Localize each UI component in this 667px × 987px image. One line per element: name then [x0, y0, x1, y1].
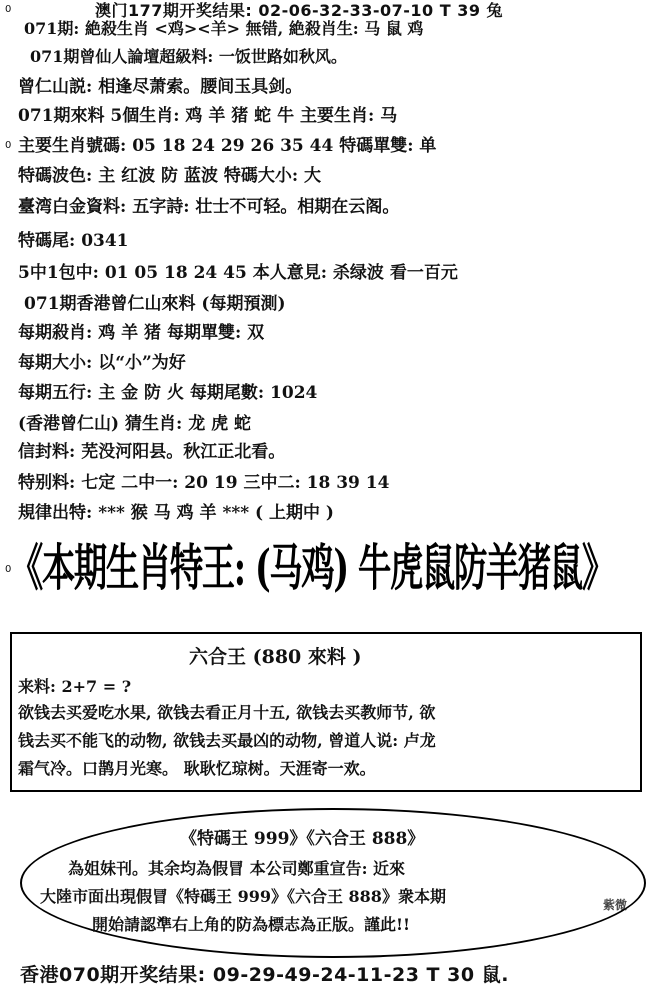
header-result: 澳门177期开奖结果: 02-06-32-33-07-10 T 39 兔 [95, 1, 504, 20]
line-17: 規律出特: *** 猴 马 鸡 羊 *** ( 上期中 ) [18, 503, 334, 523]
corner-marker: 0 [5, 4, 12, 15]
line-8: 特碼尾: 0341 [18, 231, 129, 251]
line-6: 特碼波色: 主 红波 防 蓝波 特碼大小: 大 [18, 166, 322, 186]
line-1: 071期: 絶殺生肖 <鸡><羊> 無错, 絶殺肖生: 马 鼠 鸡 [24, 19, 424, 38]
box-line-2: 欲钱去买爱吃水果, 欲钱去看正月十五, 欲钱去买教师节, 欲 [18, 703, 436, 722]
line-7: 臺湾白金資料: 五字詩: 壮士不可轻。相期在云阁。 [18, 197, 400, 217]
line-3: 曾仁山説: 相逢尽萧索。腰间玉具剑。 [18, 77, 303, 97]
line-14: (香港曾仁山) 猜生肖: 龙 虎 蛇 [18, 414, 252, 434]
box-title: 六合王 (880 來料 ) [189, 646, 362, 668]
line-2: 071期曾仙人論壇超級料: 一饭世路如秋风。 [30, 47, 347, 66]
line-4: 071期來料 5個生肖: 鸡 羊 猪 蛇 牛 主要生肖: 马 [18, 106, 398, 126]
line-13: 每期五行: 主 金 防 火 每期尾數: 1024 [18, 383, 318, 403]
corner-marker: 0 [5, 564, 12, 575]
box-line-4: 霜气冷。口鹊月光寒。 耿耿忆琼树。天涯寄一欢。 [18, 759, 376, 778]
corner-marker: 0 [5, 140, 12, 151]
footer-result: 香港070期开奖结果: 09-29-49-24-11-23 T 30 鼠. [20, 964, 509, 986]
line-11: 每期殺肖: 鸡 羊 猪 每期單雙: 双 [18, 323, 265, 343]
notice-line-3: 大陸市面出現假冒《特碼王 999》《六合王 888》衆本期 [40, 887, 446, 906]
line-12: 每期大小: 以“小”为好 [18, 353, 186, 373]
notice-line-2: 為姐妹刊。其余均為假冒 本公司鄭重宣告: 近來 [68, 859, 406, 878]
authentication-stamp: 紫微 [602, 898, 627, 912]
liuhewang-box [10, 632, 642, 792]
line-9: 5中1包中: 01 05 18 24 45 本人意見: 杀绿波 看一百元 [18, 263, 458, 283]
line-16: 特别料: 七定 二中一: 20 19 三中二: 18 39 14 [18, 473, 390, 493]
box-line-1: 来料: 2+7 = ? [18, 677, 132, 696]
notice-line-4: 開始請認準右上角的防為標志為正版。謹此!! [92, 915, 411, 934]
banner-headline: 《本期生肖特王: (马鸡) 牛虎鼠防羊猪鼠》 [10, 538, 614, 597]
box-line-3: 钱去买不能飞的动物, 欲钱去买最凶的动物, 曾道人说: 卢龙 [18, 731, 436, 750]
line-15: 信封料: 芜没河阳县。秋江正北看。 [18, 442, 286, 462]
line-10: 071期香港曾仁山來料 (每期預測) [24, 294, 286, 314]
notice-line-1: 《特碼王 999》《六合王 888》 [180, 829, 425, 849]
line-5: 主要生肖號碼: 05 18 24 29 26 35 44 特碼單雙: 单 [18, 136, 437, 156]
